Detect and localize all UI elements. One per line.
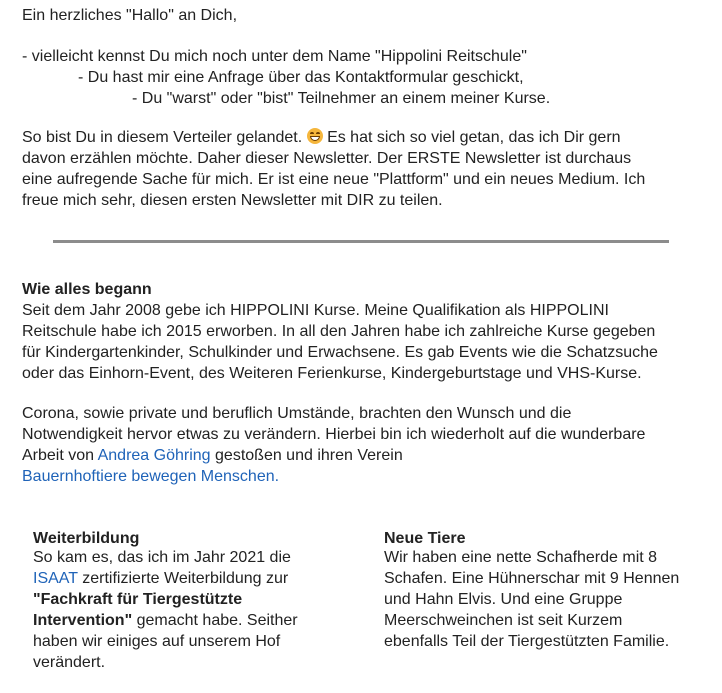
neue-tiere-line-5: ebenfalls Teil der Tiergestützten Familie. [384,633,670,650]
greeting: Ein herzliches "Hallo" an Dich, [22,7,238,24]
weiterbildung-line-5: haben wir einiges auf unserem Hof [33,633,281,650]
neue-tiere-line-3: und Hahn Elvis. Und eine Gruppe [384,591,623,608]
intro-line-4: freue mich sehr, diesen ersten Newsletter mit DIR zu teilen. [22,192,443,209]
intro-text-pre: So bist Du in diesem Verteiler gelandet. [22,129,303,146]
divider [53,240,669,243]
intro-line-1 [22,127,621,148]
corona-line-4-post: . [274,468,280,485]
corona-line-3-post: gestoßen und ihren Verein [210,447,403,464]
neue-tiere-line-4: Meerschweinchen ist seit Kurzem [384,612,623,629]
weiterbildung-line-4-post: gemacht habe. Seither [132,612,298,629]
grinning-face-emoji-icon [307,128,323,144]
begin-line-3: für Kindergartenkinder, Schulkinder und Erwachsene. Es gab Events wie die Schatzsuche [22,344,658,361]
reason-2: - Du hast mir eine Anfrage über das Kontaktformular geschickt, [78,69,524,86]
begin-line-4: oder das Einhorn-Event, des Weiteren Ferienkurse, Kindergeburtstage und VHS-Kurse. [22,365,642,382]
weiterbildung-line-4 [33,610,298,631]
reason-3: - Du "warst" oder "bist" Teilnehmer an einem meiner Kurse. [132,90,551,107]
intro-text-post: Es hat sich so viel getan, das ich Dir gern [327,129,621,146]
weiterbildung-bold-1: "Fachkraft für Tiergestützte [33,591,243,608]
weiterbildung-line-2-post: zertifizierte Weiterbildung zur [77,570,289,587]
neue-tiere-heading: Neue Tiere [384,530,466,547]
weiterbildung-line-2 [33,568,288,589]
weiterbildung-line-6: verändert. [33,654,106,671]
andrea-goehring-link[interactable]: Andrea Göhring [97,447,211,464]
corona-line-4 [22,466,279,487]
weiterbildung-bold-2: Intervention" [33,612,133,629]
corona-line-3-pre: Arbeit von [22,447,98,464]
begin-line-1: Seit dem Jahr 2008 gebe ich HIPPOLINI Kurse. Meine Qualifikation als HIPPOLINI [22,302,609,319]
neue-tiere-line-1: Wir haben eine nette Schafherde mit 8 [384,549,658,566]
neue-tiere-line-2: Schafen. Eine Hühnerschar mit 9 Hennen [384,570,680,587]
corona-line-2: Notwendigkeit hervor etwas zu verändern. Hierbei bin ich wiederholt auf die wunderbare [22,426,646,443]
section-heading-begin: Wie alles begann [22,281,152,298]
corona-line-1: Corona, sowie private und beruflich Umstände, brachten den Wunsch und die [22,405,572,422]
weiterbildung-heading: Weiterbildung [33,530,140,547]
intro-line-3: eine aufregende Sache für mich. Er ist eine neue "Plattform" und ein neues Medium. Ich [22,171,646,188]
begin-line-2: Reitschule habe ich 2015 erworben. In all den Jahren habe ich zahlreiche Kurse gegeben [22,323,656,340]
intro-line-2: davon erzählen möchte. Daher dieser Newsletter. Der ERSTE Newsletter ist durchaus [22,150,632,167]
reason-1: - vielleicht kennst Du mich noch unter dem Name "Hippolini Reitschule" [22,48,527,65]
bauernhoftiere-link[interactable]: Bauernhoftiere bewegen Menschen [22,468,275,485]
isaat-link[interactable]: ISAAT [33,570,78,587]
weiterbildung-line-1: So kam es, das ich im Jahr 2021 die [33,549,291,566]
corona-line-3 [22,445,403,466]
